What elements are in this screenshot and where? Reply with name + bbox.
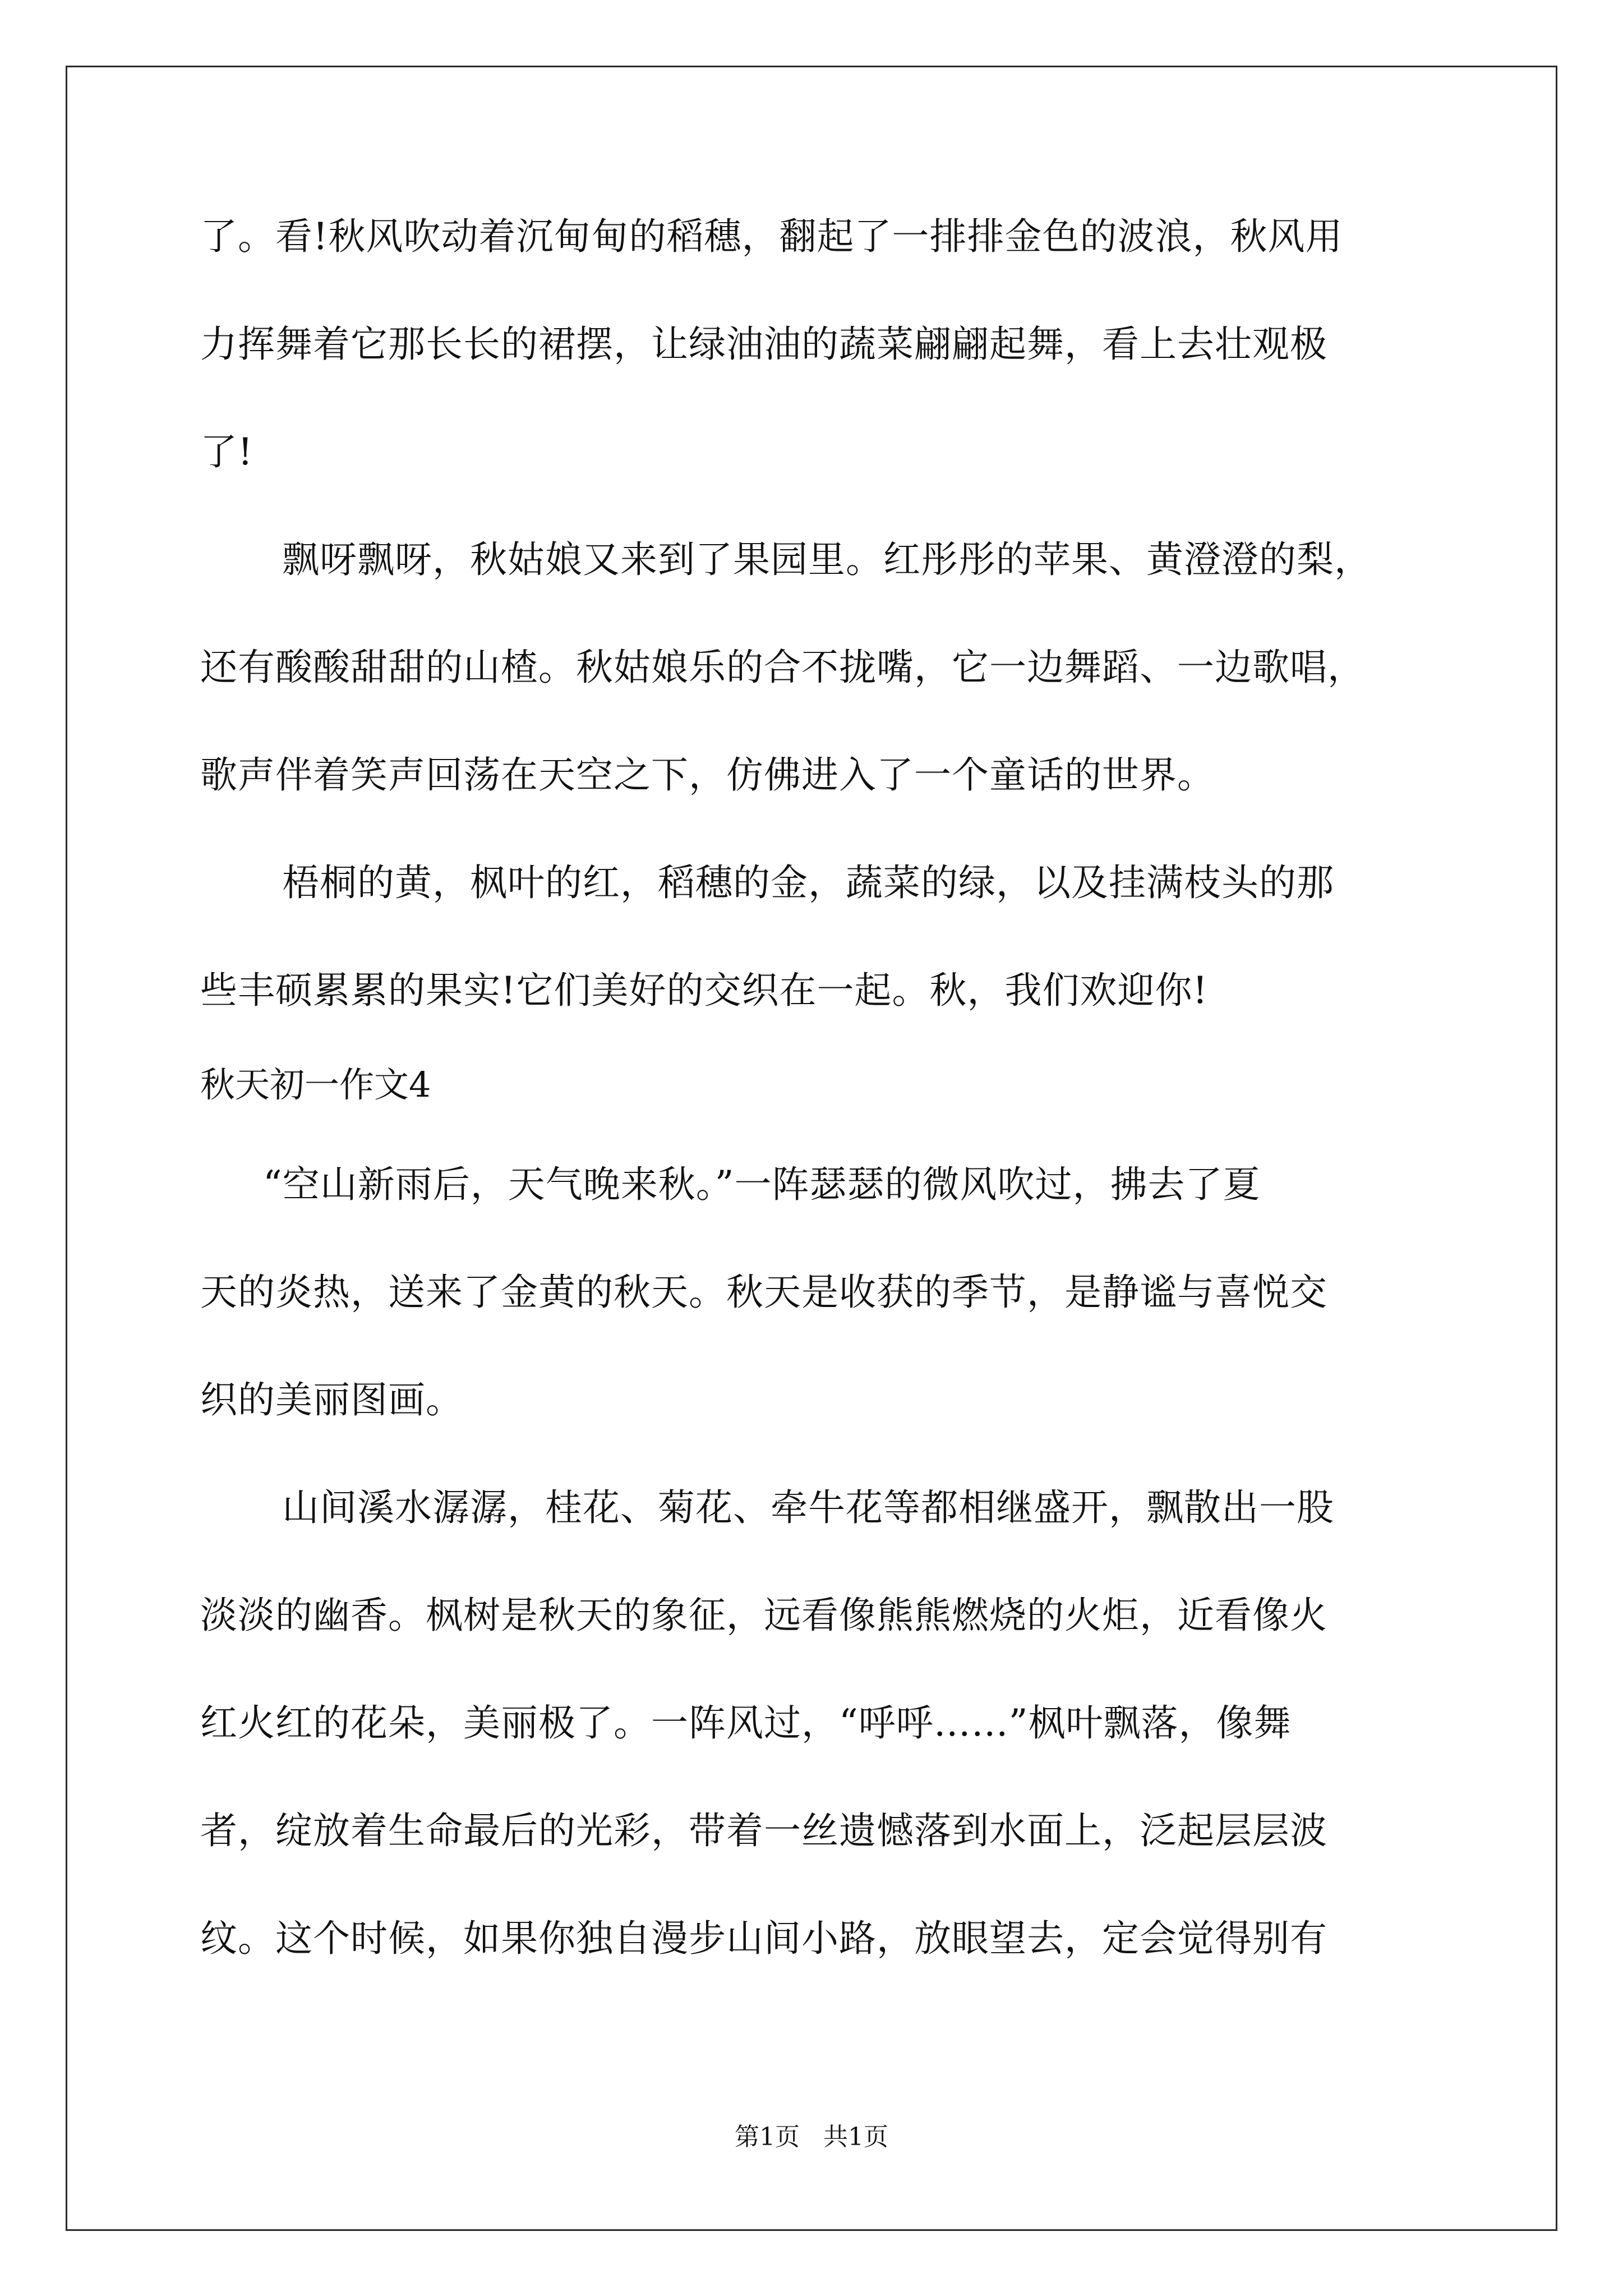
text-line: 织的美丽图画。	[200, 1378, 463, 1421]
text-line: 红火红的花朵，美丽极了。一阵风过，“呼呼……”枫叶飘落，像舞	[200, 1701, 1292, 1745]
text-line: 还有酸酸甜甜的山楂。秋姑娘乐的合不拢嘴，它一边舞蹈、一边歌唱，	[200, 646, 1365, 689]
text-line: 了。看!秋风吹动着沉甸甸的稻穗，翻起了一排排金色的波浪，秋风用	[200, 215, 1343, 258]
paragraph-start-line: 山间溪水潺潺，桂花、菊花、牵牛花等都相继盛开，飘散出一股	[282, 1486, 1334, 1529]
section-title: 秋天初一作文4	[200, 1064, 431, 1105]
text-line: 纹。这个时候，如果你独自漫步山间小路，放眼望去，定会觉得别有	[200, 1917, 1327, 1960]
text-line: 了!	[200, 430, 253, 473]
paragraph-start-line: “空山新雨后，天气晚来秋。”一阵瑟瑟的微风吹过，拂去了夏	[263, 1163, 1261, 1206]
text-line: 者，绽放着生命最后的光彩，带着一丝遗憾落到水面上，泛起层层波	[200, 1809, 1327, 1852]
text-line: 天的炎热，送来了金黄的秋天。秋天是收获的季节，是静谧与喜悦交	[200, 1271, 1327, 1314]
text-line: 力挥舞着它那长长的裙摆，让绿油油的蔬菜翩翩起舞，看上去壮观极	[200, 323, 1327, 366]
paragraph-start-line: 梧桐的黄，枫叶的红，稻穗的金，蔬菜的绿，以及挂满枝头的那	[282, 861, 1334, 904]
text-line: 淡淡的幽香。枫树是秋天的象征，远看像熊熊燃烧的火炬，近看像火	[200, 1594, 1327, 1637]
text-line: 些丰硕累累的果实!它们美好的交织在一起。秋，我们欢迎你!	[200, 969, 1209, 1012]
text-line: 歌声伴着笑声回荡在天空之下，仿佛进入了一个童话的世界。	[200, 753, 1215, 797]
page-footer: 第1页 共1页	[735, 2123, 888, 2151]
page-border	[66, 66, 1557, 2231]
paragraph-start-line: 飘呀飘呀，秋姑娘又来到了果园里。红彤彤的苹果、黄澄澄的梨，	[282, 538, 1372, 581]
